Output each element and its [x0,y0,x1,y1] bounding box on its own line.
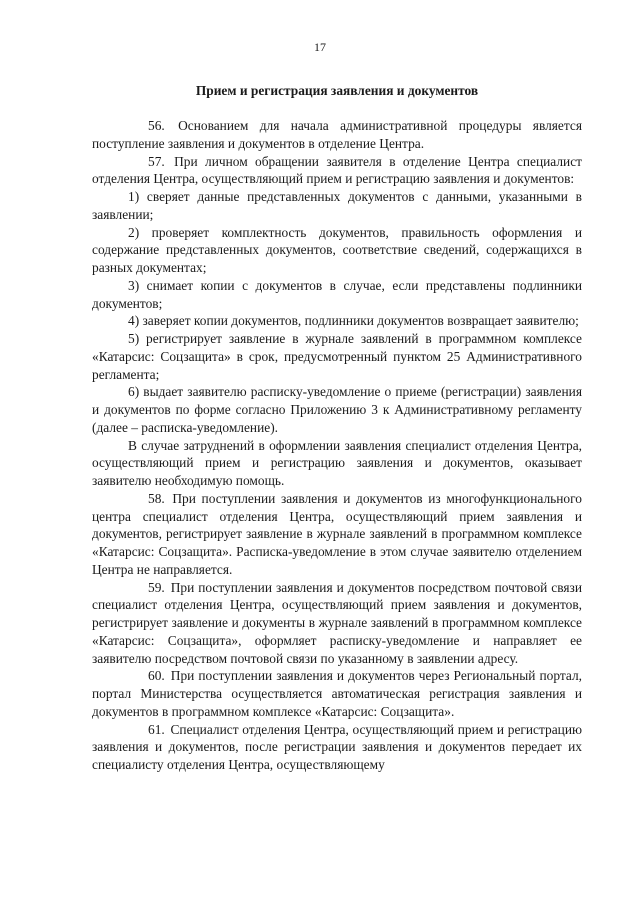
list-item-1: 1) сверяет данные представленных документов с данными, указанными в заявлении; [92,189,582,222]
paragraph-59 [92,579,582,668]
list-item-2: 2) проверяет комплектность документов, правильность оформления и содержание представленных документов, соответствие сведений, содержащихся в разных документах; [92,224,582,275]
paragraph-61 [92,721,582,774]
paragraph-number: 57. [148,153,165,169]
paragraph-60 [92,667,582,720]
paragraph-text: При поступлении заявления и документов через Региональный портал, портал Министерства осуществляется автоматическая регистрация заявления и документов в программном комплексе «Катарсис: Соцзащита». [92,668,582,719]
paragraph-58 [92,490,582,579]
list-item-4: 4) заверяет копии документов, подлинники документов возвращает заявителю; [128,313,579,329]
paragraph-56 [92,117,582,153]
section-heading: Прием и регистрация заявления и документов [195,83,479,98]
paragraph-number: 59. [148,579,165,595]
paragraph-number: 56. [148,118,165,133]
list-item-5: 5) регистрирует заявление в журнале заявлений в программном комплексе «Катарсис: Соцзащита» в срок, предусмотренный пунктом 25 Административного регламента; [92,331,582,382]
page-number: 17 [314,40,326,54]
paragraph-text: Основанием для начала административной процедуры является поступление заявления и документов в отделение Центра. [92,118,582,151]
document-body [92,117,582,774]
paragraph-text: При поступлении заявления и документов из многофункционального центра специалист отделения Центра, осуществляющий прием заявления и документов, регистрирует заявление в журнале заявлений в программном комплексе «Катарсис: Соцзащита». Расписка-уведомление в этом случае заявителю отделением Центра не направляется. [92,490,582,577]
list-item-6: 6) выдает заявителю расписку-уведомление о приеме (регистрации) заявления и документов по форме согласно Приложению 3 к Административному регламенту (далее – расписка-уведомление). [92,384,582,435]
paragraph-text: Специалист отделения Центра, осуществляющий прием и регистрацию заявления и документов, после регистрации заявления и документов передает их специалисту отделения Центра, осуществляющему [92,721,582,772]
paragraph-text: При личном обращении заявителя в отделение Центра специалист отделения Центра, осуществляющий прием и регистрацию заявления и документов: [92,153,582,187]
paragraph-number: 61. [148,721,165,737]
paragraph-text: При поступлении заявления и документов посредством почтовой связи специалист отделения Центра, осуществляющий прием заявления и документов, регистрирует заявление и документы в журнале заявлений в программном комплексе «Катарсис: Соцзащита», оформляет расписку-уведомление и направляет ее заявителю посредством почтовой связи по указанному в заявлении адресу. [92,579,582,666]
paragraph-assistance: В случае затруднений в оформлении заявления специалист отделения Центра, осуществляющий прием и регистрацию заявления и документов, оказывает заявителю необходимую помощь. [92,437,582,488]
paragraph-number: 58. [148,490,165,506]
paragraph-number: 60. [148,668,165,684]
paragraph-57 [92,153,582,189]
list-item-3: 3) снимает копии с документов в случае, если представлены подлинники документов; [92,277,582,311]
